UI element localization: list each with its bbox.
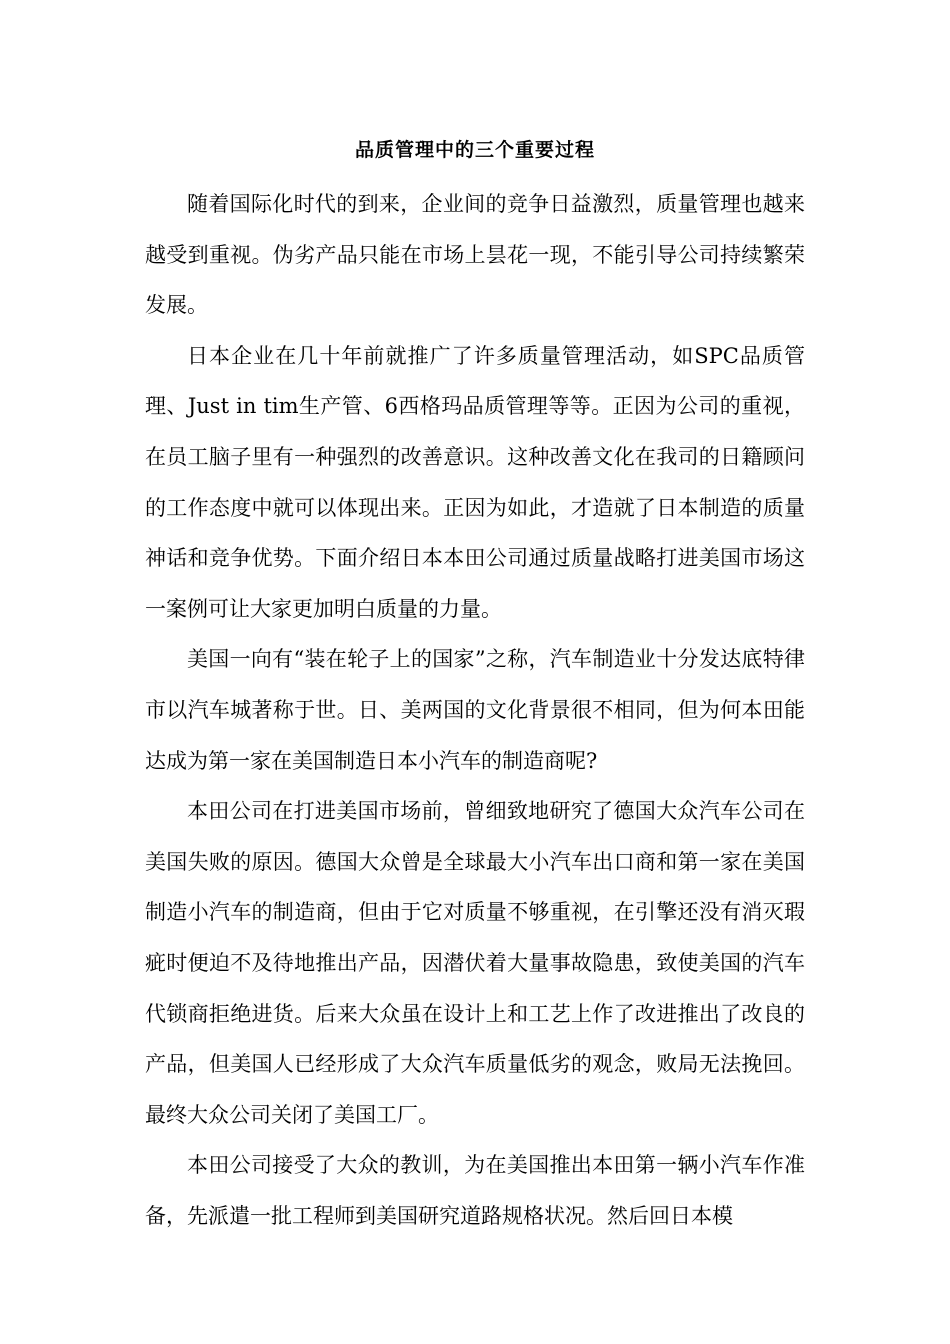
paragraph-3: 美国一向有“装在轮子上的国家”之称，汽车制造业十分发达底特律市以汽车城著称于世。日、美两国的文化背景很不相同，但为何本田能达成为第一家在美国制造日本小汽车的制造商呢? bbox=[145, 647, 805, 773]
paragraph-4: 本田公司在打进美国市场前，曾细致地研究了德国大众汽车公司在美国失败的原因。德国大众曾是全球最大小汽车出口商和第一家在美国制造小汽车的制造商，但由于它对质量不够重视，在引擎还没有消灭瑕疵时便迫不及待地推出产品，因潜伏着大量事故隐患，致使美国的汽车代锁商拒绝进货。后来大众虽在设计上和工艺上作了改进推出了改良的产品，但美国人已经形成了大众汽车质量低劣的观念，败局无法挽回。最终大众公司关闭了美国工厂。 bbox=[145, 799, 805, 1127]
paragraph-5: 本田公司接受了大众的教训，为在美国推出本田第一辆小汽车作准备，先派遣一批工程师到美国研究道路规格状况。然后回日本模 bbox=[145, 1153, 805, 1228]
paragraph-1: 随着国际化时代的到来，企业间的竞争日益激烈，质量管理也越来越受到重视。伪劣产品只能在市场上昙花一现，不能引导公司持续繁荣发展。 bbox=[145, 192, 805, 318]
document-title: 品质管理中的三个重要过程 bbox=[354, 139, 595, 161]
paragraph-2: 日本企业在几十年前就推广了许多质量管理活动，如SPC品质管理、Just in tim生产管、6西格玛品质管理等等。正因为公司的重视，在员工脑子里有一种强烈的改善意识。这种改善文化在我司的日籍顾问的工作态度中就可以体现出来。正因为如此，才造就了日本制造的质量神话和竞争优势。下面介绍日本本田公司通过质量战略打进美国市场这一案例可让大家更加明白质量的力量。 bbox=[145, 343, 805, 621]
document-body bbox=[145, 179, 805, 1241]
